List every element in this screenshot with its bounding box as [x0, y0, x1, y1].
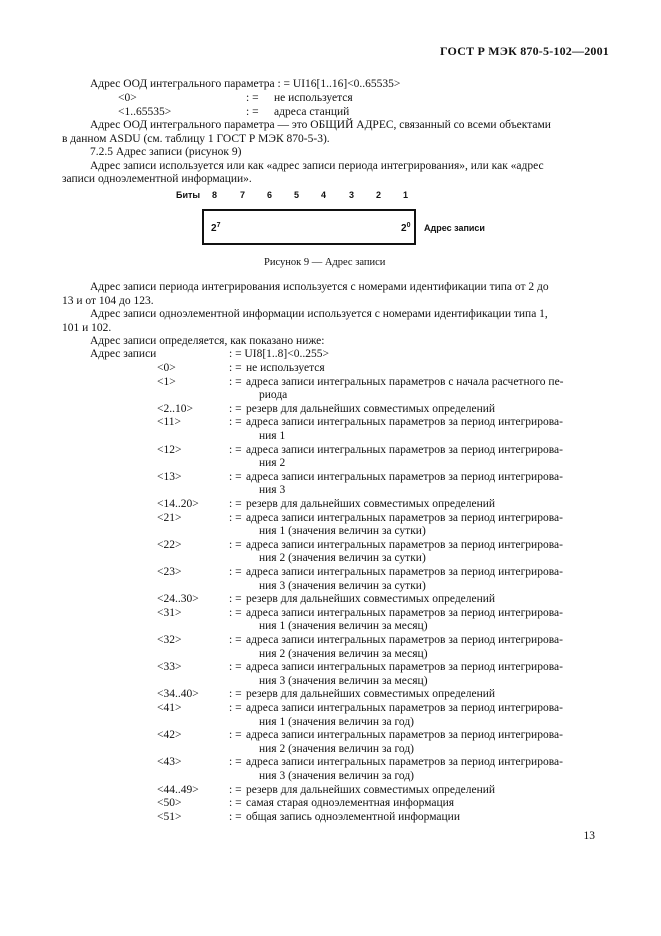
field-side-label: Адрес записи: [424, 223, 485, 233]
lsb-base: 2: [401, 223, 407, 234]
paragraph-line: Адрес записи используется или как «адрес записи периода интегрирования», или как «адрес: [90, 160, 544, 172]
row-separator: : =: [229, 634, 242, 646]
row-separator: : =: [229, 702, 242, 714]
row-separator: : =: [229, 511, 242, 524]
row-description-continued: ния 3 (значения величин за месяц): [259, 674, 428, 687]
row-code: <51>: [157, 810, 182, 823]
row-code: <31>: [157, 606, 182, 619]
row-description-continued: ния 2 (значения величин за год): [259, 742, 415, 755]
range-sep: : =: [246, 106, 259, 118]
lsb-weight: [401, 222, 410, 236]
row-code: <41>: [157, 702, 182, 714]
row-code: <13>: [157, 470, 182, 483]
row-separator: : =: [229, 538, 242, 551]
row-code: <23>: [157, 566, 182, 578]
lsb-exponent: 0: [406, 222, 411, 229]
bit-number: 8: [212, 190, 218, 200]
row-description: адреса записи интегральных параметров за период интегрирова-: [246, 416, 563, 429]
row-description-continued: ния 1: [259, 430, 286, 442]
row-code: <50>: [157, 797, 182, 810]
msb-exponent: 7: [216, 222, 221, 229]
bit-number: 2: [376, 190, 382, 200]
row-description: адреса записи интегральных параметров за период интегрирова-: [246, 661, 563, 674]
page-number: 13: [583, 830, 595, 842]
row-description: адреса записи интегральных параметров с начала расчетного пе-: [246, 375, 564, 388]
row-description: адреса записи интегральных параметров за период интегрирова-: [246, 702, 563, 714]
range-code: <0>: [118, 92, 137, 104]
row-separator: : =: [229, 593, 242, 606]
row-separator: : =: [229, 688, 242, 701]
document-header: ГОСТ Р МЭК 870-5-102—2001: [440, 44, 609, 58]
row-description: адреса записи интегральных параметров за период интегрирова-: [246, 756, 563, 769]
row-separator: : =: [229, 498, 242, 510]
bit-number: 1: [403, 190, 409, 200]
msb-weight: [211, 222, 220, 236]
row-separator: : =: [229, 797, 242, 810]
row-separator: : =: [229, 756, 242, 769]
bit-number: 3: [349, 190, 355, 200]
row-description-continued: ния 3 (значения величин за год): [259, 770, 415, 782]
row-description-continued: ния 2: [259, 457, 286, 470]
row-description-continued: ния 1 (значения величин за год): [259, 715, 415, 728]
bit-number: 6: [267, 190, 273, 200]
row-description-continued: риода: [259, 389, 288, 402]
paragraph-line: в данном ASDU (см. таблицу 1 ГОСТ Р МЭК 870-5-3).: [62, 133, 330, 145]
range-code: <1..65535>: [118, 106, 172, 118]
row-separator: : =: [229, 606, 242, 619]
bit-number: 7: [240, 190, 246, 200]
row-code: <34..40>: [157, 688, 199, 701]
bit-number: 4: [321, 190, 327, 200]
range-text: адреса станций: [274, 106, 350, 118]
row-code: <12>: [157, 443, 182, 456]
row-code: <0>: [157, 362, 176, 374]
range-sep: : =: [246, 92, 259, 104]
row-description-continued: ния 3: [259, 484, 286, 497]
row-separator: : =: [229, 470, 242, 483]
paragraph-line: 101 и 102.: [62, 322, 112, 334]
row-separator: : =: [229, 416, 242, 429]
msb-base: 2: [211, 223, 217, 234]
row-code: <32>: [157, 634, 182, 646]
row-description: общая запись одноэлементной информации: [246, 810, 460, 823]
row-description: адреса записи интегральных параметров за период интегрирова-: [246, 606, 563, 619]
row-description: резерв для дальнейших совместимых определений: [246, 402, 496, 415]
intro-line: Адрес ООД интегрального параметра : = UI16[1..16]<0..65535>: [90, 78, 401, 90]
row-description-continued: ния 2 (значения величин за месяц): [259, 647, 428, 660]
row-description-continued: ния 1 (значения величин за сутки): [259, 525, 426, 538]
row-description: адреса записи интегральных параметров за период интегрирова-: [246, 470, 563, 483]
paragraph-line: Адрес записи одноэлементной информации используется с номерами идентификации типа 1,: [90, 308, 548, 320]
row-separator: : =: [229, 566, 242, 578]
row-description: резерв для дальнейших совместимых определений: [246, 783, 496, 796]
row-separator: : =: [229, 443, 242, 456]
row-description: не используется: [246, 362, 325, 374]
row-code: <24..30>: [157, 593, 199, 606]
row-code: <1>: [157, 375, 176, 388]
address-field-box: [202, 209, 416, 245]
row-description: адреса записи интегральных параметров за период интегрирова-: [246, 729, 563, 742]
row-separator: : =: [229, 810, 242, 823]
definition-value: : = UI8[1..8]<0..255>: [229, 348, 329, 360]
section-heading: 7.2.5 Адрес записи (рисунок 9): [90, 146, 242, 158]
row-description-continued: ния 3 (значения величин за сутки): [259, 579, 426, 592]
row-code: <44..49>: [157, 783, 199, 796]
row-description: адреса записи интегральных параметров за период интегрирова-: [246, 634, 563, 646]
row-code: <11>: [157, 416, 182, 429]
paragraph-line: Адрес записи периода интегрирования используется с номерами идентификации типа от 2 до: [90, 281, 549, 293]
row-separator: : =: [229, 783, 242, 796]
row-separator: : =: [229, 362, 242, 374]
row-code: <2..10>: [157, 402, 193, 415]
range-text: не используется: [274, 92, 353, 104]
bits-label: Биты: [176, 190, 201, 200]
row-code: <33>: [157, 661, 182, 674]
paragraph-line: записи одноэлементной информации».: [62, 173, 252, 185]
paragraph-line: Адрес записи определяется, как показано ниже:: [90, 335, 325, 347]
paragraph-line: Адрес ООД интегрального параметра — это ОБЩИЙ АДРЕС, связанный со всеми объектами: [90, 119, 551, 131]
row-description-continued: ния 1 (значения величин за месяц): [259, 620, 428, 633]
definition-name: Адрес записи: [90, 348, 157, 360]
row-code: <14..20>: [157, 498, 199, 510]
row-separator: : =: [229, 402, 242, 415]
row-description: адреса записи интегральных параметров за период интегрирова-: [246, 443, 563, 456]
row-separator: : =: [229, 375, 242, 388]
row-description: резерв для дальнейших совместимых определений: [246, 688, 496, 701]
row-description: адреса записи интегральных параметров за период интегрирова-: [246, 511, 563, 524]
row-description: резерв для дальнейших совместимых определений: [246, 498, 496, 510]
figure-caption: Рисунок 9 — Адрес записи: [264, 257, 386, 268]
row-description: адреса записи интегральных параметров за период интегрирова-: [246, 538, 563, 551]
row-description: адреса записи интегральных параметров за период интегрирова-: [246, 566, 563, 578]
row-description: самая старая одноэлементная информация: [246, 797, 455, 810]
row-description-continued: ния 2 (значения величин за сутки): [259, 552, 426, 565]
row-code: <43>: [157, 756, 182, 769]
row-code: <22>: [157, 538, 182, 551]
row-code: <42>: [157, 729, 182, 742]
row-separator: : =: [229, 661, 242, 674]
row-code: <21>: [157, 511, 182, 524]
row-description: резерв для дальнейших совместимых определений: [246, 593, 496, 606]
row-separator: : =: [229, 729, 242, 742]
bit-number: 5: [294, 190, 300, 200]
paragraph-line: 13 и от 104 до 123.: [62, 295, 154, 307]
